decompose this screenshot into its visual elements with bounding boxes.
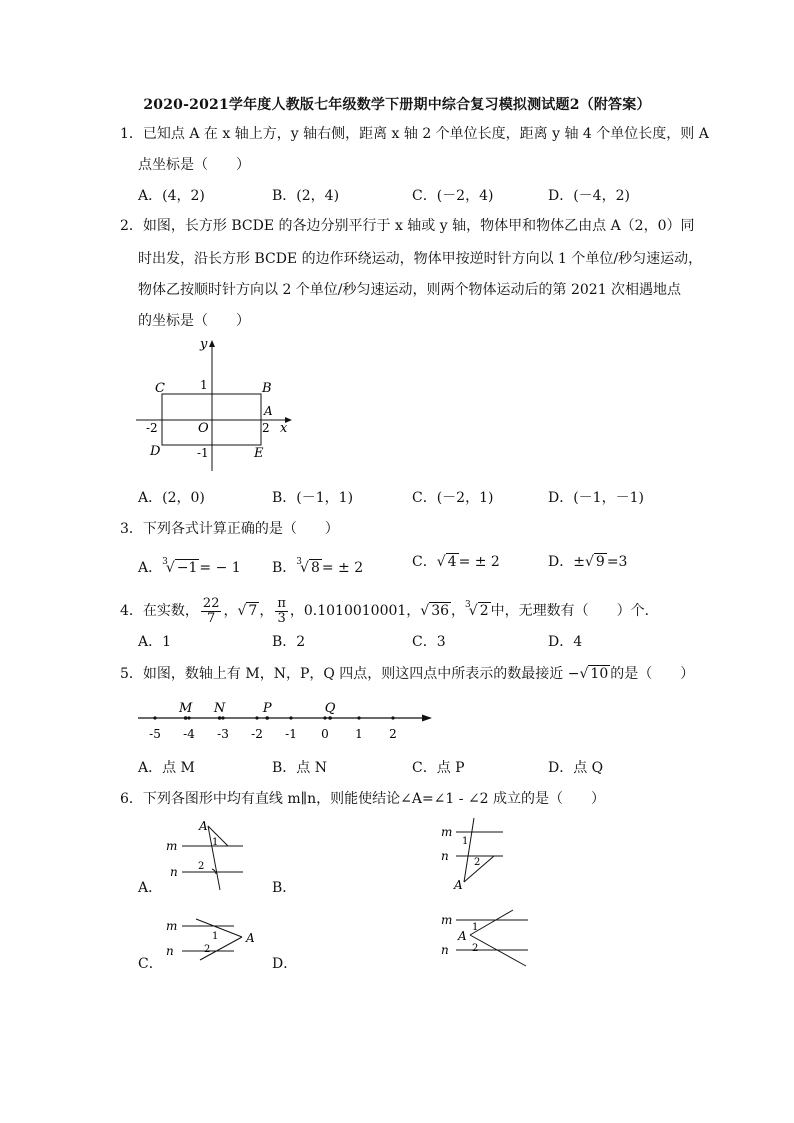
q3-c-radicand: 4 xyxy=(447,554,457,570)
q2-stem-line2: 时出发，沿长方形 BCDE 的边作环绕运动，物体甲按逆时针方向以 1 个单位/秒匀速运动， xyxy=(138,251,703,267)
q6d-label-a: A xyxy=(458,929,467,943)
q4-f2-den: 3 xyxy=(277,610,286,626)
q2-y-arrow xyxy=(209,340,215,347)
q2-label-b: B xyxy=(262,381,272,396)
q3-c-label: C． xyxy=(412,554,437,570)
q5-point-q xyxy=(328,716,332,720)
q3-option-d[interactable]: D．±√ 9 =3 xyxy=(548,554,628,570)
q5-tick-label--4: -4 xyxy=(183,727,195,741)
q6a-label-1: 1 xyxy=(212,837,219,848)
q3-d-rhs: =3 xyxy=(606,554,628,570)
q3-a-radicand: −1 xyxy=(176,560,198,576)
q2-label-y: y xyxy=(200,337,208,352)
q1-option-a[interactable]: A．(4，2) xyxy=(138,188,205,204)
q5-tick-1 xyxy=(357,716,360,719)
q5-tick-label-1: 1 xyxy=(355,727,363,741)
q3-a-root-index: 3 xyxy=(162,557,168,567)
q4-sqrt36: 36 xyxy=(431,603,450,619)
q6c-side-1 xyxy=(196,919,242,937)
q6a-label-n: n xyxy=(170,865,178,879)
q4-option-a[interactable]: A．1 xyxy=(138,634,172,650)
q6b-transversal xyxy=(464,818,474,882)
q6-option-d[interactable]: D． xyxy=(272,956,298,972)
q2-coordinate-figure xyxy=(130,335,300,475)
q2-option-b[interactable]: B．(－1，1) xyxy=(272,490,354,506)
q5-tick--1 xyxy=(289,716,292,719)
q6-figure-b xyxy=(438,812,533,892)
q6-figure-a xyxy=(160,812,255,892)
q2-label-e: E xyxy=(254,446,264,461)
q4-cbrt-index: 3 xyxy=(465,600,471,610)
q4-mid: ，0.1010010001， xyxy=(289,603,421,619)
q1-option-b[interactable]: B．(2，4) xyxy=(272,188,340,204)
q6-option-c[interactable]: C． xyxy=(138,956,163,972)
q3-d-pm: ± xyxy=(573,554,585,570)
q5-tick-2 xyxy=(391,716,394,719)
q1-option-d[interactable]: D．(－4，2) xyxy=(548,188,630,204)
q3-b-radicand: 8 xyxy=(310,560,320,576)
q5-tick-label--3: -3 xyxy=(217,727,229,741)
q6b-label-n: n xyxy=(441,849,449,863)
q6c-label-1: 1 xyxy=(212,931,219,942)
q1-stem-line1: 1．已知点 A 在 x 轴上方，y 轴右侧，距离 x 轴 2 个单位长度，距离 y 轴 4 个单位长度，则 A xyxy=(120,126,709,142)
q5-tick--3 xyxy=(221,716,224,719)
q5-pre: 5．如图，数轴上有 M，N，P，Q 四点，则这四点中所表示的数最接近 − xyxy=(120,666,580,682)
q2-stem-line3: 物体乙按顺时针方向以 2 个单位/秒匀速运动，则两个物体运动后的第 2021 次相遇地点 xyxy=(138,282,682,298)
q6-figure-c xyxy=(160,905,270,965)
q6c-label-a: A xyxy=(246,931,255,945)
q3-c-rhs: = ± 2 xyxy=(458,554,500,570)
q5-tick-label--2: -2 xyxy=(251,727,263,741)
q2-option-c[interactable]: C．(－2，1) xyxy=(412,490,494,506)
q5-number-line xyxy=(130,698,440,748)
q5-tick-label--1: -1 xyxy=(285,727,297,741)
q6b-label-2: 2 xyxy=(474,857,481,868)
q5-point-label-n: N xyxy=(213,701,226,716)
q5-tick--5 xyxy=(153,716,156,719)
q2-label-a: A xyxy=(264,404,273,418)
q5-point-label-q: Q xyxy=(324,701,336,716)
q4-cbrt2: 2 xyxy=(479,603,489,619)
q4-sqrt7: 7 xyxy=(248,603,258,619)
q2-label-one: 1 xyxy=(200,378,208,392)
q2-label-neg-two: -2 xyxy=(146,421,158,435)
q3-stem: 3．下列各式计算正确的是（ ） xyxy=(120,521,339,537)
q4-f2-num: π xyxy=(277,595,286,611)
q5-option-a[interactable]: A．点 M xyxy=(138,760,195,776)
q3-d-radicand: 9 xyxy=(595,554,605,570)
q6d-label-1: 1 xyxy=(472,922,479,933)
q5-tick-0 xyxy=(323,716,326,719)
q4-sep2: ， xyxy=(259,603,274,619)
q2-stem-line1: 2．如图，长方形 BCDE 的各边分别平行于 x 轴或 y 轴，物体甲和物体乙由点 A（2，0）同 xyxy=(120,218,695,234)
q3-b-rhs: = ± 2 xyxy=(321,560,364,576)
q2-label-x: x xyxy=(280,421,288,436)
q6b-label-m: m xyxy=(441,825,453,839)
q4-fraction-22-7 xyxy=(201,597,222,626)
q5-point-m xyxy=(184,716,188,720)
q5-point-n xyxy=(218,716,222,720)
q5-option-d[interactable]: D．点 Q xyxy=(548,760,604,776)
q1-stem-line2: 点坐标是（ ） xyxy=(138,157,250,173)
q4-f1-den: 7 xyxy=(207,610,216,626)
page-title: 2020-2021学年度人教版七年级数学下册期中综合复习模拟测试题2（附答案） xyxy=(143,97,651,113)
q4-stem: 4．在实数， $\frac{22}{7}$ ，√ 7 ， $\frac{\pi}{3}$ ，0.1010010001，√ 36 ，$^3$√ 2 中，无理数有（ ）个． xyxy=(120,595,659,626)
q5-post: 的是（ ） xyxy=(610,666,695,682)
q4-option-d[interactable]: D．4 xyxy=(548,634,583,650)
q5-tick--4 xyxy=(187,716,190,719)
q6d-label-2: 2 xyxy=(472,943,479,954)
q4-pre: 4．在实数， xyxy=(120,603,199,619)
q2-label-c: C xyxy=(155,381,165,396)
q4-option-c[interactable]: C．3 xyxy=(412,634,446,650)
q2-option-a[interactable]: A．(2，0) xyxy=(138,490,205,506)
q5-point-label-m: M xyxy=(178,701,193,716)
q5-radicand: 10 xyxy=(590,666,609,682)
q6a-label-m: m xyxy=(166,839,178,853)
q5-tick-label-2: 2 xyxy=(389,727,397,741)
q4-fraction-pi-3 xyxy=(275,597,288,626)
q2-label-d: D xyxy=(150,444,161,459)
q3-option-a[interactable]: A．$^3$√ −1 = − 1 xyxy=(138,557,241,576)
q6b-label-1: 1 xyxy=(462,836,469,847)
q6-stem: 6．下列各图形中均有直线 m∥n，则能使结论∠A=∠1 - ∠2 成立的是（ ） xyxy=(120,791,606,807)
q4-sep1: ， xyxy=(223,603,238,619)
q3-a-rhs: = − 1 xyxy=(199,560,241,576)
q6c-label-n: n xyxy=(166,944,174,958)
q5-point-p xyxy=(265,716,269,720)
q5-stem: 5．如图，数轴上有 M，N，P，Q 四点，则这四点中所表示的数最接近 −√ 10 的是（ ） xyxy=(120,666,695,682)
q3-b-label: B． xyxy=(272,560,297,576)
q5-tick-label-0: 0 xyxy=(321,727,329,741)
q4-post: 中，无理数有（ ）个． xyxy=(490,603,659,619)
q2-label-neg-one: -1 xyxy=(197,446,209,460)
q2-stem-line4: 的坐标是（ ） xyxy=(138,313,250,329)
q6-option-a[interactable]: A． xyxy=(138,880,163,896)
q5-option-b[interactable]: B．点 N xyxy=(272,760,327,776)
q6c-label-2: 2 xyxy=(204,944,211,955)
q6c-label-m: m xyxy=(166,919,178,933)
q6b-label-a: A xyxy=(454,878,463,892)
q3-a-label: A． xyxy=(138,560,163,576)
q6d-label-m: m xyxy=(441,913,453,927)
q6a-label-2: 2 xyxy=(198,861,205,872)
q3-option-b[interactable]: B．$^3$√ 8 = ± 2 xyxy=(272,557,364,576)
q4-option-b[interactable]: B．2 xyxy=(272,634,306,650)
q1-option-c[interactable]: C．(－2，4) xyxy=(412,188,494,204)
q4-f1-num: 22 xyxy=(202,595,220,611)
q5-tick--2 xyxy=(255,716,258,719)
q3-d-label: D． xyxy=(548,554,574,570)
q5-axis-arrow xyxy=(422,715,432,722)
q3-b-root-index: 3 xyxy=(296,557,303,567)
q3-option-c[interactable]: C．√ 4 = ± 2 xyxy=(412,554,500,570)
q6-option-b[interactable]: B． xyxy=(272,880,297,896)
q6-figure-d xyxy=(438,900,538,970)
q2-label-two: 2 xyxy=(262,421,270,435)
q2-label-o: O xyxy=(198,421,209,436)
q2-option-d[interactable]: D．(－1，－1) xyxy=(548,490,644,506)
q6d-label-n: n xyxy=(441,943,449,957)
q6a-label-a: A xyxy=(199,819,208,833)
q5-option-c[interactable]: C．点 P xyxy=(412,760,465,776)
q5-tick-label--5: -5 xyxy=(149,727,161,741)
q5-point-label-p: P xyxy=(262,701,272,716)
q4-sep3: ， xyxy=(451,603,466,619)
